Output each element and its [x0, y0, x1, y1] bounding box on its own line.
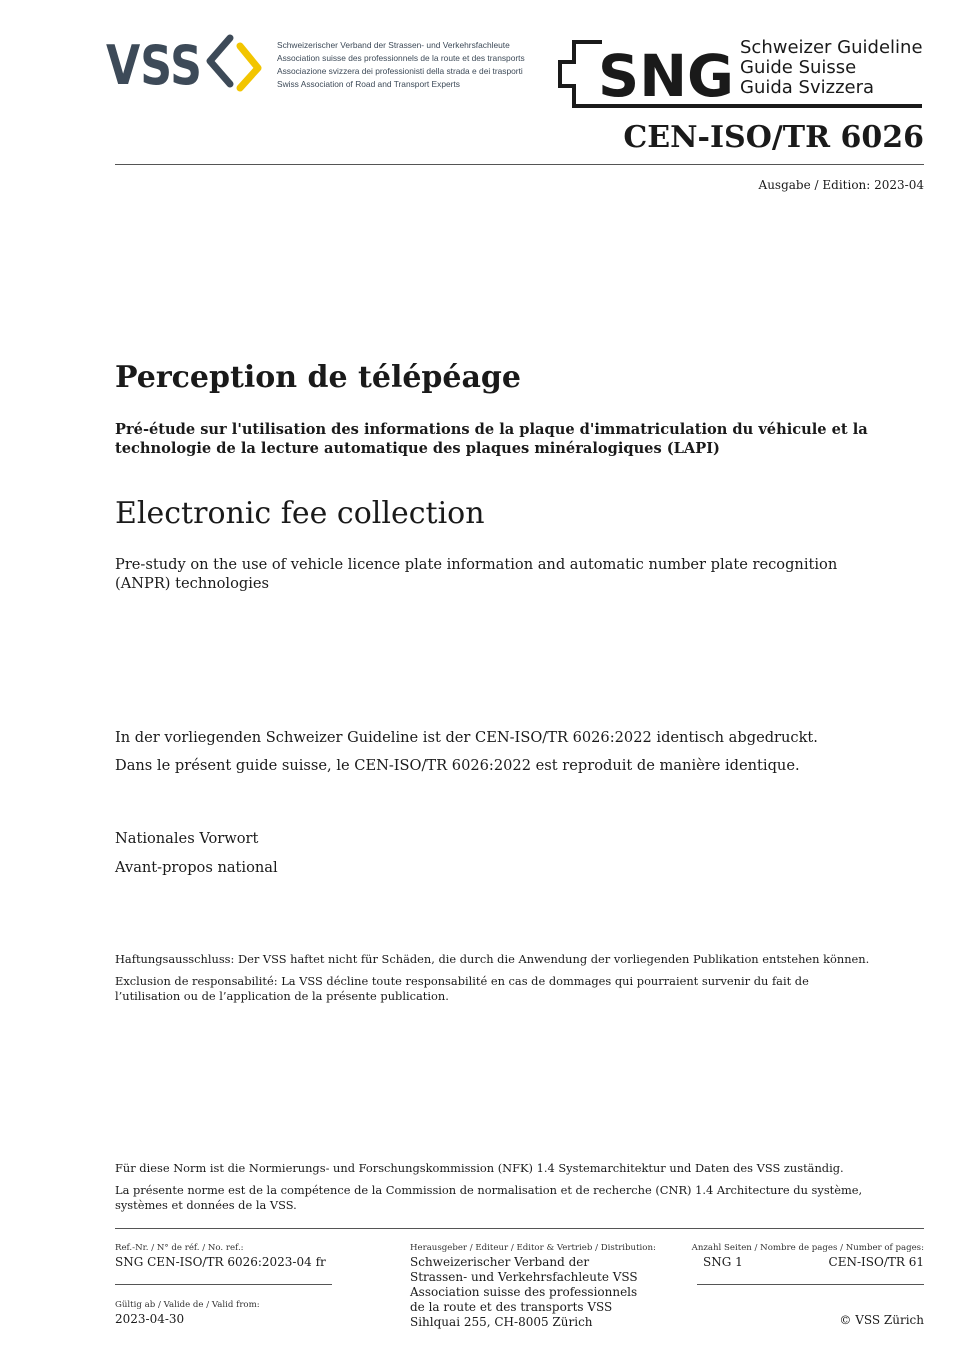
sng-line: Guida Svizzera	[740, 77, 875, 98]
disclaimer-french: Exclusion de responsabilité: La VSS décline toute responsabilité en cas de dommages qui pourraient survenir du fait de l’utilisation ou de l’application de la présente publication.	[115, 974, 809, 1003]
reference-label: Ref.-Nr. / N° de réf. / No. ref.:	[115, 1243, 244, 1253]
disclaimer-german: Haftungsausschluss: Der VSS haftet nicht für Schäden, die durch die Anwendung der vorliegenden Publikation entstehen können.	[115, 952, 870, 966]
national-foreword-french: Avant-propos national	[115, 859, 278, 876]
pages-cen: CEN-ISO/TR 61	[828, 1255, 924, 1269]
committee-french: La présente norme est de la compétence de la Commission de normalisation et de recherche (CNR) 1.4 Architecture du système, systèmes et données de la VSS.	[115, 1183, 863, 1212]
edition-date: Ausgabe / Edition: 2023-04	[758, 178, 924, 192]
vss-association-lines	[277, 39, 525, 91]
publisher-line: Schweizerischer Verband der	[410, 1255, 590, 1269]
valid-from-value: 2023-04-30	[115, 1312, 185, 1326]
sng-guideline-lines	[740, 38, 923, 98]
national-foreword-german: Nationales Vorwort	[115, 830, 259, 847]
footer-divider	[115, 1228, 924, 1229]
reference-divider	[115, 1284, 332, 1285]
publisher-line: Sihlquai 255, CH-8005 Zürich	[410, 1315, 593, 1329]
pages-label: Anzahl Seiten / Nombre de pages / Number of pages:	[691, 1243, 924, 1253]
valid-from-label: Gültig ab / Valide de / Valid from:	[115, 1300, 260, 1310]
vss-association-line: Schweizerischer Verband der Strassen- und Verkehrsfachleute	[277, 40, 510, 50]
committee-german: Für diese Norm ist die Normierungs- und Forschungskommission (NFK) 1.4 Systemarchitektur und Daten des VSS zuständig.	[115, 1161, 844, 1175]
vss-logo	[106, 32, 266, 92]
title-french: Perception de télépéage	[115, 360, 521, 395]
sng-line: Schweizer Guideline	[740, 37, 923, 58]
vss-association-line: Associazione svizzera dei professionisti della strada e dei trasporti	[277, 66, 523, 76]
subtitle-french: Pré-étude sur l'utilisation des informations de la plaque d'immatriculation du véhicule et la technologie de la lecture automatique des plaques minéralogiques (LAPI)	[115, 421, 868, 457]
subtitle-english: Pre-study on the use of vehicle licence plate information and automatic number plate recognition (ANPR) technologies	[115, 556, 838, 592]
vss-association-line: Association suisse des professionnels de la route et des transports	[277, 53, 525, 63]
publisher-address	[410, 1255, 638, 1330]
reference-value: SNG CEN-ISO/TR 6026:2023-04 fr	[115, 1255, 326, 1269]
header-divider	[115, 164, 924, 165]
vss-logo-text: VSS	[106, 34, 202, 92]
identical-note-french: Dans le présent guide suisse, le CEN-ISO/TR 6026:2022 est reproduit de manière identique.	[115, 757, 800, 774]
document-code: CEN-ISO/TR 6026	[623, 120, 924, 155]
title-english: Electronic fee collection	[115, 496, 485, 531]
publisher-line: de la route et des transports VSS	[410, 1300, 613, 1314]
identical-note-german: In der vorliegenden Schweizer Guideline ist der CEN-ISO/TR 6026:2022 identisch abgedruckt.	[115, 729, 818, 746]
copyright: © VSS Zürich	[839, 1313, 924, 1327]
publisher-label: Herausgeber / Editeur / Editor & Vertrieb / Distribution:	[410, 1243, 656, 1253]
pages-sng: SNG 1	[703, 1255, 743, 1269]
publisher-line: Strassen- und Verkehrsfachleute VSS	[410, 1270, 638, 1284]
sng-logo-text: SNG	[598, 42, 734, 110]
sng-line: Guide Suisse	[740, 57, 857, 78]
vss-association-line: Swiss Association of Road and Transport Experts	[277, 79, 460, 89]
publisher-line: Association suisse des professionnels	[410, 1285, 638, 1299]
pages-divider	[697, 1284, 924, 1285]
